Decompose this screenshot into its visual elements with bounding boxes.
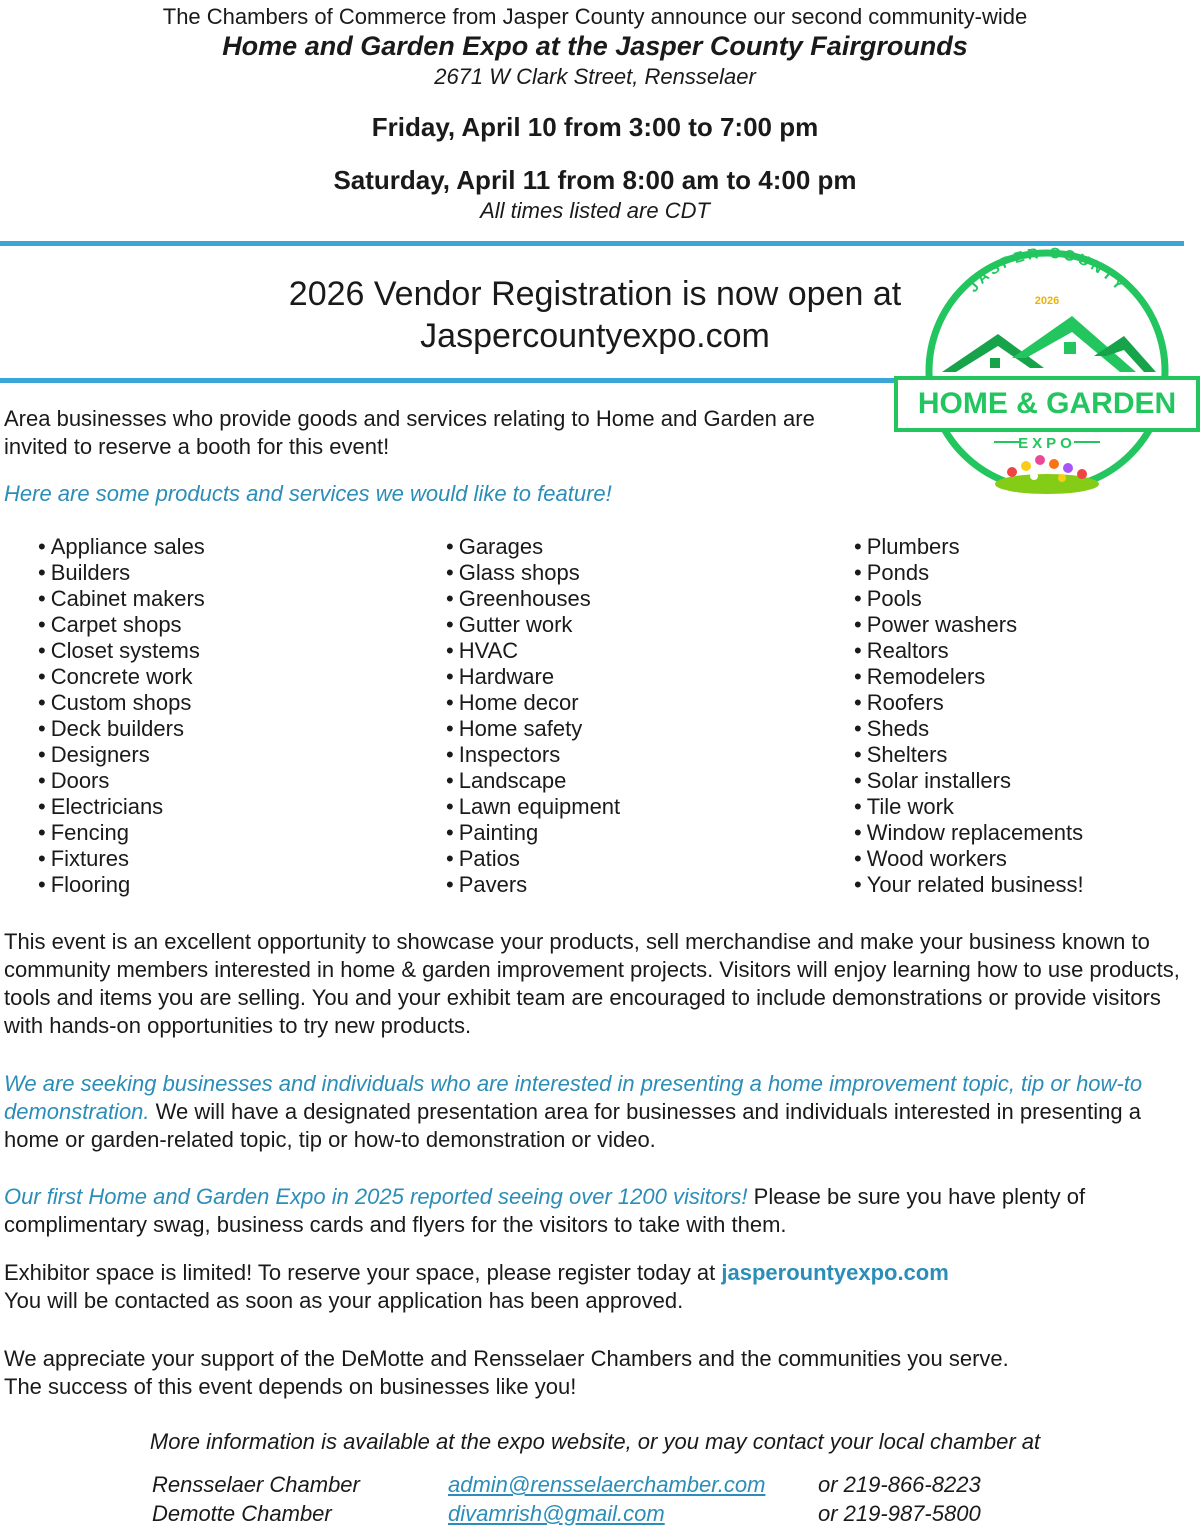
- list-item: • Greenhouses: [446, 586, 620, 612]
- list-item: • Realtors: [854, 638, 1084, 664]
- visitors-text: Please be sure you have plenty of complimentary swag, business cards and flyers for the visitors to take with them.: [4, 1184, 1086, 1237]
- list-item: • Concrete work: [38, 664, 205, 690]
- list-item: • HVAC: [446, 638, 620, 664]
- list-item: • Window replacements: [854, 820, 1084, 846]
- chamber-phone: or 219-987-5800: [818, 1501, 981, 1526]
- list-item: • Gutter work: [446, 612, 620, 638]
- list-item: • Garages: [446, 534, 620, 560]
- more-info-text: More information is available at the expo website, or you may contact your local chamber at: [149, 1429, 1041, 1454]
- list-item: • Remodelers: [854, 664, 1084, 690]
- list-item: • Pavers: [446, 872, 620, 898]
- contacted-text: You will be contacted as soon as your application has been approved.: [4, 1288, 684, 1313]
- products-column-2: [446, 534, 620, 898]
- chamber-email-link[interactable]: divamrish@gmail.com: [448, 1501, 665, 1526]
- feature-heading: Here are some products and services we would like to feature!: [4, 481, 612, 506]
- list-item: • Solar installers: [854, 768, 1084, 794]
- list-item: • Patios: [446, 846, 620, 872]
- presenters-paragraph: [4, 1070, 1184, 1154]
- opportunity-paragraph: This event is an excellent opportunity to showcase your products, sell merchandise and make your business known to community members interested in home & garden improvement projects. Visitors will enjoy learning how to use products, tools and items you are selling. You and your exhibit team are encouraged to include demonstrations or provide visitors with hands-on opportunities to try new products.: [4, 929, 1180, 1038]
- presenters-text: We will have a designated presentation area for businesses and individuals interested in presenting a home or garden-related topic, tip or how-to demonstration or video.: [4, 1099, 1141, 1152]
- list-item: • Custom shops: [38, 690, 205, 716]
- visitors-highlight: Our first Home and Garden Expo in 2025 reported seeing over 1200 visitors!: [4, 1184, 748, 1209]
- list-item: • Inspectors: [446, 742, 620, 768]
- presenters-highlight: We are seeking businesses and individuals who are interested in presenting a home improvement topic, tip or how-to demonstration.: [4, 1071, 1143, 1124]
- appreciate-line-1: We appreciate your support of the DeMotte and Rensselaer Chambers and the communities you serve.: [4, 1346, 1009, 1371]
- list-item: • Home decor: [446, 690, 620, 716]
- logo-county-text: JASPER COUNTY: [964, 246, 1130, 296]
- list-item: • Hardware: [446, 664, 620, 690]
- timezone-note: All times listed are CDT: [480, 198, 710, 223]
- space-text: Exhibitor space is limited! To reserve your space, please register today at: [4, 1260, 716, 1285]
- list-item: • Power washers: [854, 612, 1084, 638]
- list-item: • Appliance sales: [38, 534, 205, 560]
- header-intro: The Chambers of Commerce from Jasper County announce our second community-wide: [162, 4, 1028, 29]
- list-item: • Sheds: [854, 716, 1084, 742]
- registration-url: Jaspercountyexpo.com: [420, 317, 770, 355]
- banner-ribbon: [896, 378, 1198, 430]
- chamber-name: Demotte Chamber: [152, 1501, 332, 1526]
- list-item: • Home safety: [446, 716, 620, 742]
- list-item: • Fixtures: [38, 846, 205, 872]
- expo-logo: [894, 246, 1200, 511]
- list-item: • Lawn equipment: [446, 794, 620, 820]
- list-item: • Painting: [446, 820, 620, 846]
- list-item: • Carpet shops: [38, 612, 205, 638]
- list-item: • Builders: [38, 560, 205, 586]
- list-item: • Tile work: [854, 794, 1084, 820]
- intro-paragraph: Area businesses who provide goods and services relating to Home and Garden are invited to reserve a booth for this event!: [4, 406, 815, 459]
- chamber-email-link[interactable]: admin@rensselaerchamber.com: [448, 1472, 766, 1497]
- list-item: • Glass shops: [446, 560, 620, 586]
- date-saturday: Saturday, April 11 from 8:00 am to 4:00 pm: [333, 165, 857, 195]
- date-friday: Friday, April 10 from 3:00 to 7:00 pm: [371, 112, 819, 142]
- list-item: • Your related business!: [854, 872, 1084, 898]
- appreciate-line-2: The success of this event depends on businesses like you!: [4, 1374, 577, 1399]
- divider-bottom: [0, 378, 1000, 383]
- list-item: • Electricians: [38, 794, 205, 820]
- expo-website-link[interactable]: jasperountyexpo.com: [721, 1260, 949, 1285]
- list-item: • Cabinet makers: [38, 586, 205, 612]
- appreciate-paragraph: [4, 1345, 1184, 1401]
- event-address: 2671 W Clark Street, Rensselaer: [434, 64, 756, 89]
- list-item: • Fencing: [38, 820, 205, 846]
- list-item: • Pools: [854, 586, 1084, 612]
- logo-main-text: HOME & GARDEN: [917, 387, 1177, 420]
- list-item: • Doors: [38, 768, 205, 794]
- logo-year: 2026: [1034, 295, 1060, 307]
- list-item: • Closet systems: [38, 638, 205, 664]
- chamber-phone: or 219-866-8223: [818, 1472, 981, 1497]
- logo-expo-text: EXPO: [1018, 435, 1076, 452]
- list-item: • Ponds: [854, 560, 1084, 586]
- list-item: • Flooring: [38, 872, 205, 898]
- list-item: • Deck builders: [38, 716, 205, 742]
- list-item: • Plumbers: [854, 534, 1084, 560]
- chamber-name: Rensselaer Chamber: [152, 1472, 360, 1497]
- list-item: • Landscape: [446, 768, 620, 794]
- space-paragraph: [4, 1259, 1184, 1315]
- list-item: • Wood workers: [854, 846, 1084, 872]
- list-item: • Shelters: [854, 742, 1084, 768]
- products-column-3: [854, 534, 1084, 898]
- list-item: • Designers: [38, 742, 205, 768]
- products-column-1: [38, 534, 205, 898]
- visitors-paragraph: [4, 1183, 1184, 1239]
- event-title: Home and Garden Expo at the Jasper County Fairgrounds: [222, 31, 968, 61]
- list-item: • Roofers: [854, 690, 1084, 716]
- registration-line1: 2026 Vendor Registration is now open at: [288, 275, 902, 313]
